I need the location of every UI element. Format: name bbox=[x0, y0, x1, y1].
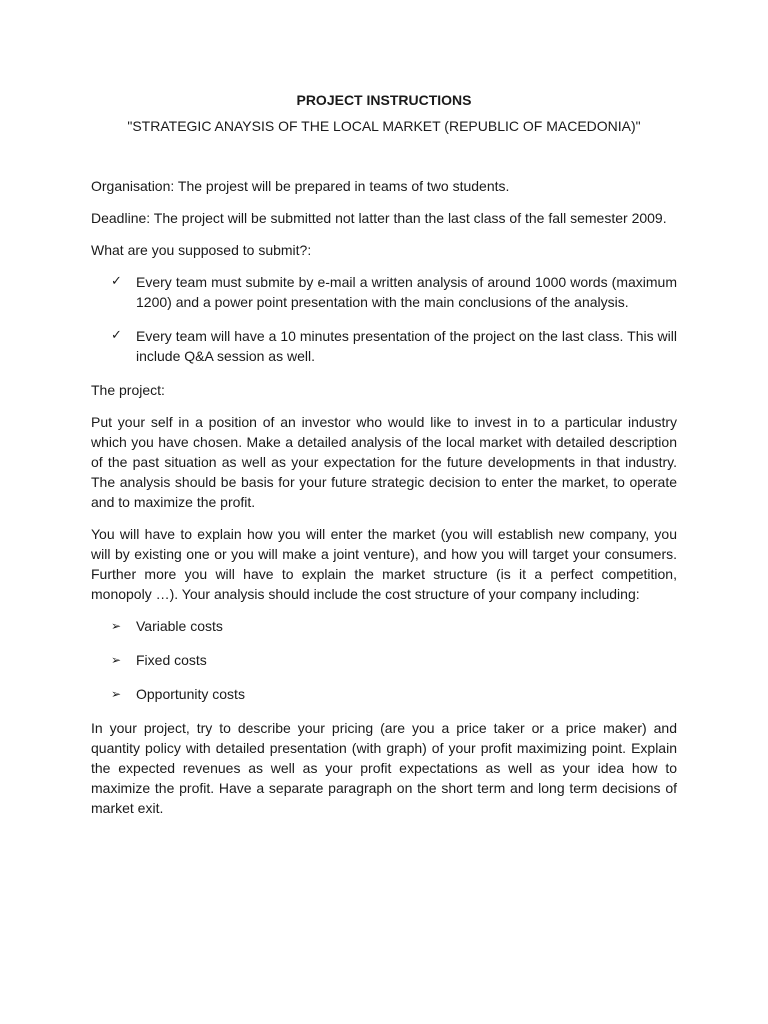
list-item bbox=[91, 272, 677, 312]
list-item bbox=[91, 684, 677, 704]
arrow-bullet-icon: ➢ bbox=[111, 653, 122, 667]
project-paragraph-1: Put your self in a position of an investor who would like to invest in to a particular industry which you have chosen. Make a detailed analysis of the local market with detailed description of the past situation as well as your expectation for the future developments in that industry. The analysis should be basis for your future strategic decision to enter the market, to operate and to maximize the profit. bbox=[91, 414, 677, 510]
list-item bbox=[91, 616, 677, 636]
list-item bbox=[91, 650, 677, 670]
submit-list bbox=[91, 272, 677, 366]
project-heading: The project: bbox=[91, 382, 165, 398]
cost-item-text: Opportunity costs bbox=[136, 686, 245, 702]
arrow-bullet-icon: ➢ bbox=[111, 687, 122, 701]
document-subtitle: "STRATEGIC ANAYSIS OF THE LOCAL MARKET (REPUBLIC OF MACEDONIA)" bbox=[127, 118, 641, 134]
document-title: PROJECT INSTRUCTIONS bbox=[296, 92, 472, 108]
submit-question: What are you supposed to submit?: bbox=[91, 242, 312, 258]
arrow-bullet-icon: ➢ bbox=[111, 619, 122, 633]
project-paragraph-2: You will have to explain how you will enter the market (you will establish new company, you will by existing one or you will make a joint venture), and how you will target your consumers. Further more you will have to explain the market structure (is it a perfect competition, monopoly …). Your analysis should include the cost structure of your company including: bbox=[91, 526, 677, 602]
organisation-paragraph: Organisation: The projest will be prepared in teams of two students. bbox=[91, 178, 510, 194]
checkmark-icon: ✓ bbox=[111, 274, 122, 289]
cost-list bbox=[91, 616, 677, 704]
deadline-paragraph: Deadline: The project will be submitted not latter than the last class of the fall semester 2009. bbox=[91, 210, 667, 226]
submit-item-text: Every team will have a 10 minutes presentation of the project on the last class. This will include Q&A session as well. bbox=[136, 328, 677, 364]
list-item bbox=[91, 326, 677, 366]
submit-item-text: Every team must submite by e-mail a written analysis of around 1000 words (maximum 1200) and a power point presentation with the main conclusions of the analysis. bbox=[136, 274, 677, 310]
document-page bbox=[91, 90, 677, 830]
checkmark-icon: ✓ bbox=[111, 328, 122, 343]
project-paragraph-3: In your project, try to describe your pricing (are you a price taker or a price maker) and quantity policy with detailed presentation (with graph) of your profit maximizing point. Explain the expected revenues as well as your profit expectations as well as your idea how to maximize the profit. Have a separate paragraph on the short term and long term decisions of market exit. bbox=[91, 720, 677, 816]
cost-item-text: Variable costs bbox=[136, 618, 223, 634]
cost-item-text: Fixed costs bbox=[136, 652, 207, 668]
